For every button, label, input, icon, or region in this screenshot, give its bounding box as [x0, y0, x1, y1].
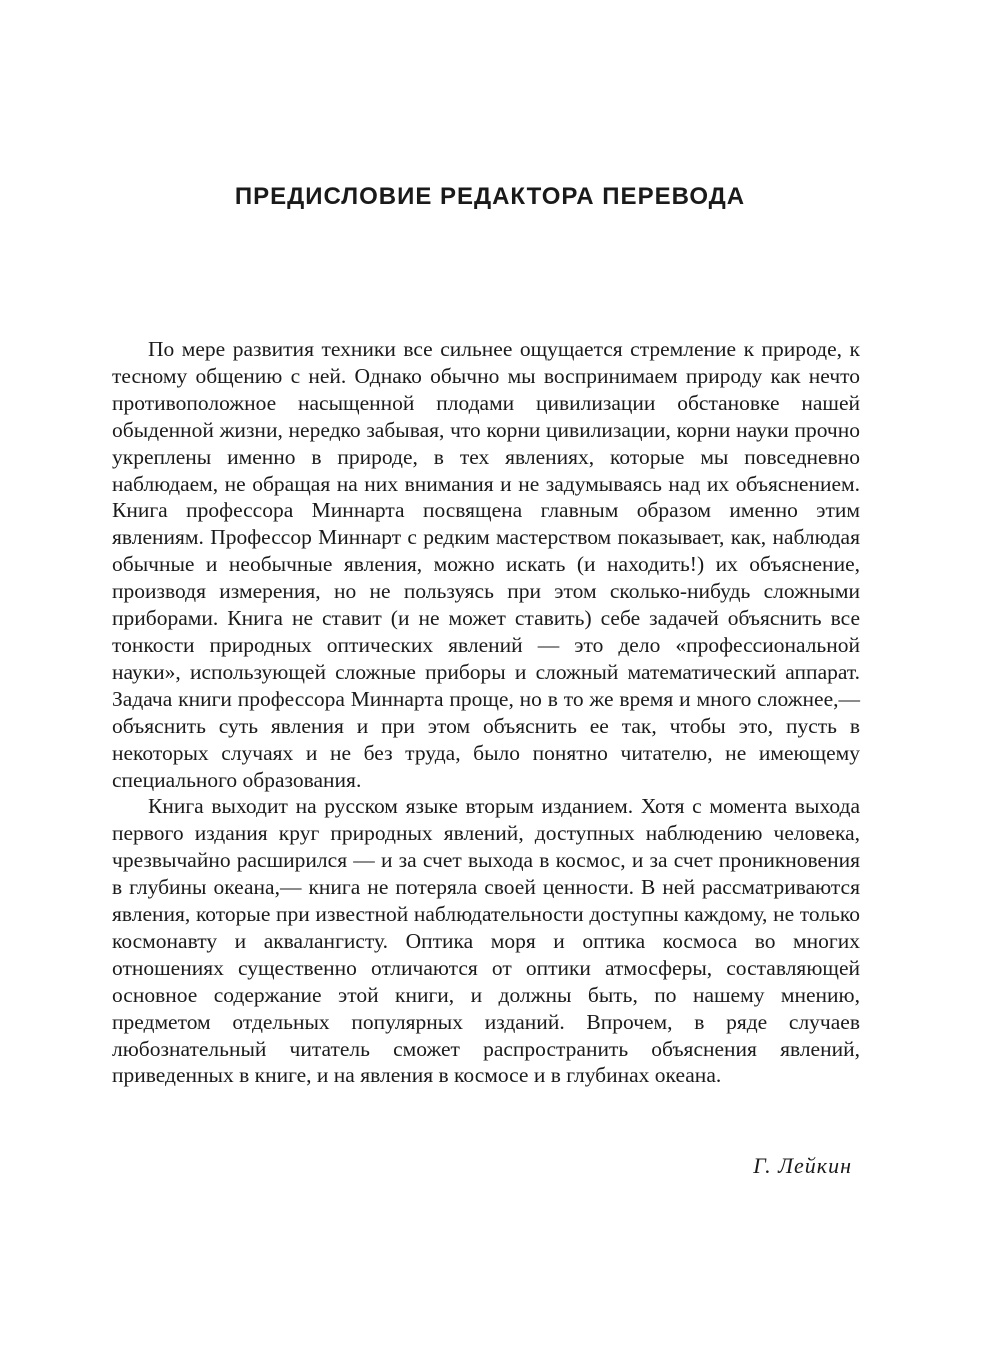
paragraph-2: Книга выходит на русском языке вторым изданием. Хотя с момента выхода первого издания круг природных явлений, доступных наблюдению человека, чрезвычайно расширился — и за счет выхода в космос, и за счет проникновения в глубины океана,— книга не потеряла своей ценности. В ней рассматриваются явления, которые при известной наблюдательности доступны каждому, не только космонавту и аквалангисту. Оптика моря и оптика космоса во многих отношениях существенно отличаются от оптики атмосферы, составляющей основное содержание этой книги, и должны быть, по нашему мнению, предметом отдельных популярных изданий. Впрочем, в ряде случаев любознательный читатель сможет распространить объяснения явлений, приведенных в книге, и на явления в космосе и в глубинах океана.: [112, 794, 860, 1088]
body-text: [112, 336, 860, 1089]
paragraph-1: По мере развития техники все сильнее ощущается стремление к природе, к тесному общению с ней. Однако обычно мы воспринимаем природу как нечто противоположное насыщенной плодами цивилизации обстановке нашей обыденной жизни, нередко забывая, что корни цивилизации, корни науки прочно укреплены именно в природе, в тех явлениях, которые мы повседневно наблюдаем, не обращая на них внимания и не задумываясь над их объяснением. Книга профессора Миннарта посвящена главным образом именно этим явлениям. Профессор Миннарт с редким мастерством показывает, как, наблюдая обычные и необычные явления, можно искать (и находить!) их объяснение, производя измерения, но не пользуясь при этом сколько-нибудь сложными приборами. Книга не ставит (и не может ставить) себе задачей объяснить все тонкости природных оптических явлений — это дело «профессиональной науки», использующей сложные приборы и сложный математический аппарат. Задача книги профессора Миннарта проще, но в то же время и много сложнее,— объяснить суть явления и при этом объяснить ее так, чтобы это, пусть в некоторых случаях и не без труда, было понятно читателю, не имеющему специального образования.: [112, 337, 860, 792]
page-title: ПРЕДИСЛОВИЕ РЕДАКТОРА ПЕРЕВОДА: [234, 183, 746, 210]
author-signature: Г. Лейкин: [753, 1153, 852, 1178]
